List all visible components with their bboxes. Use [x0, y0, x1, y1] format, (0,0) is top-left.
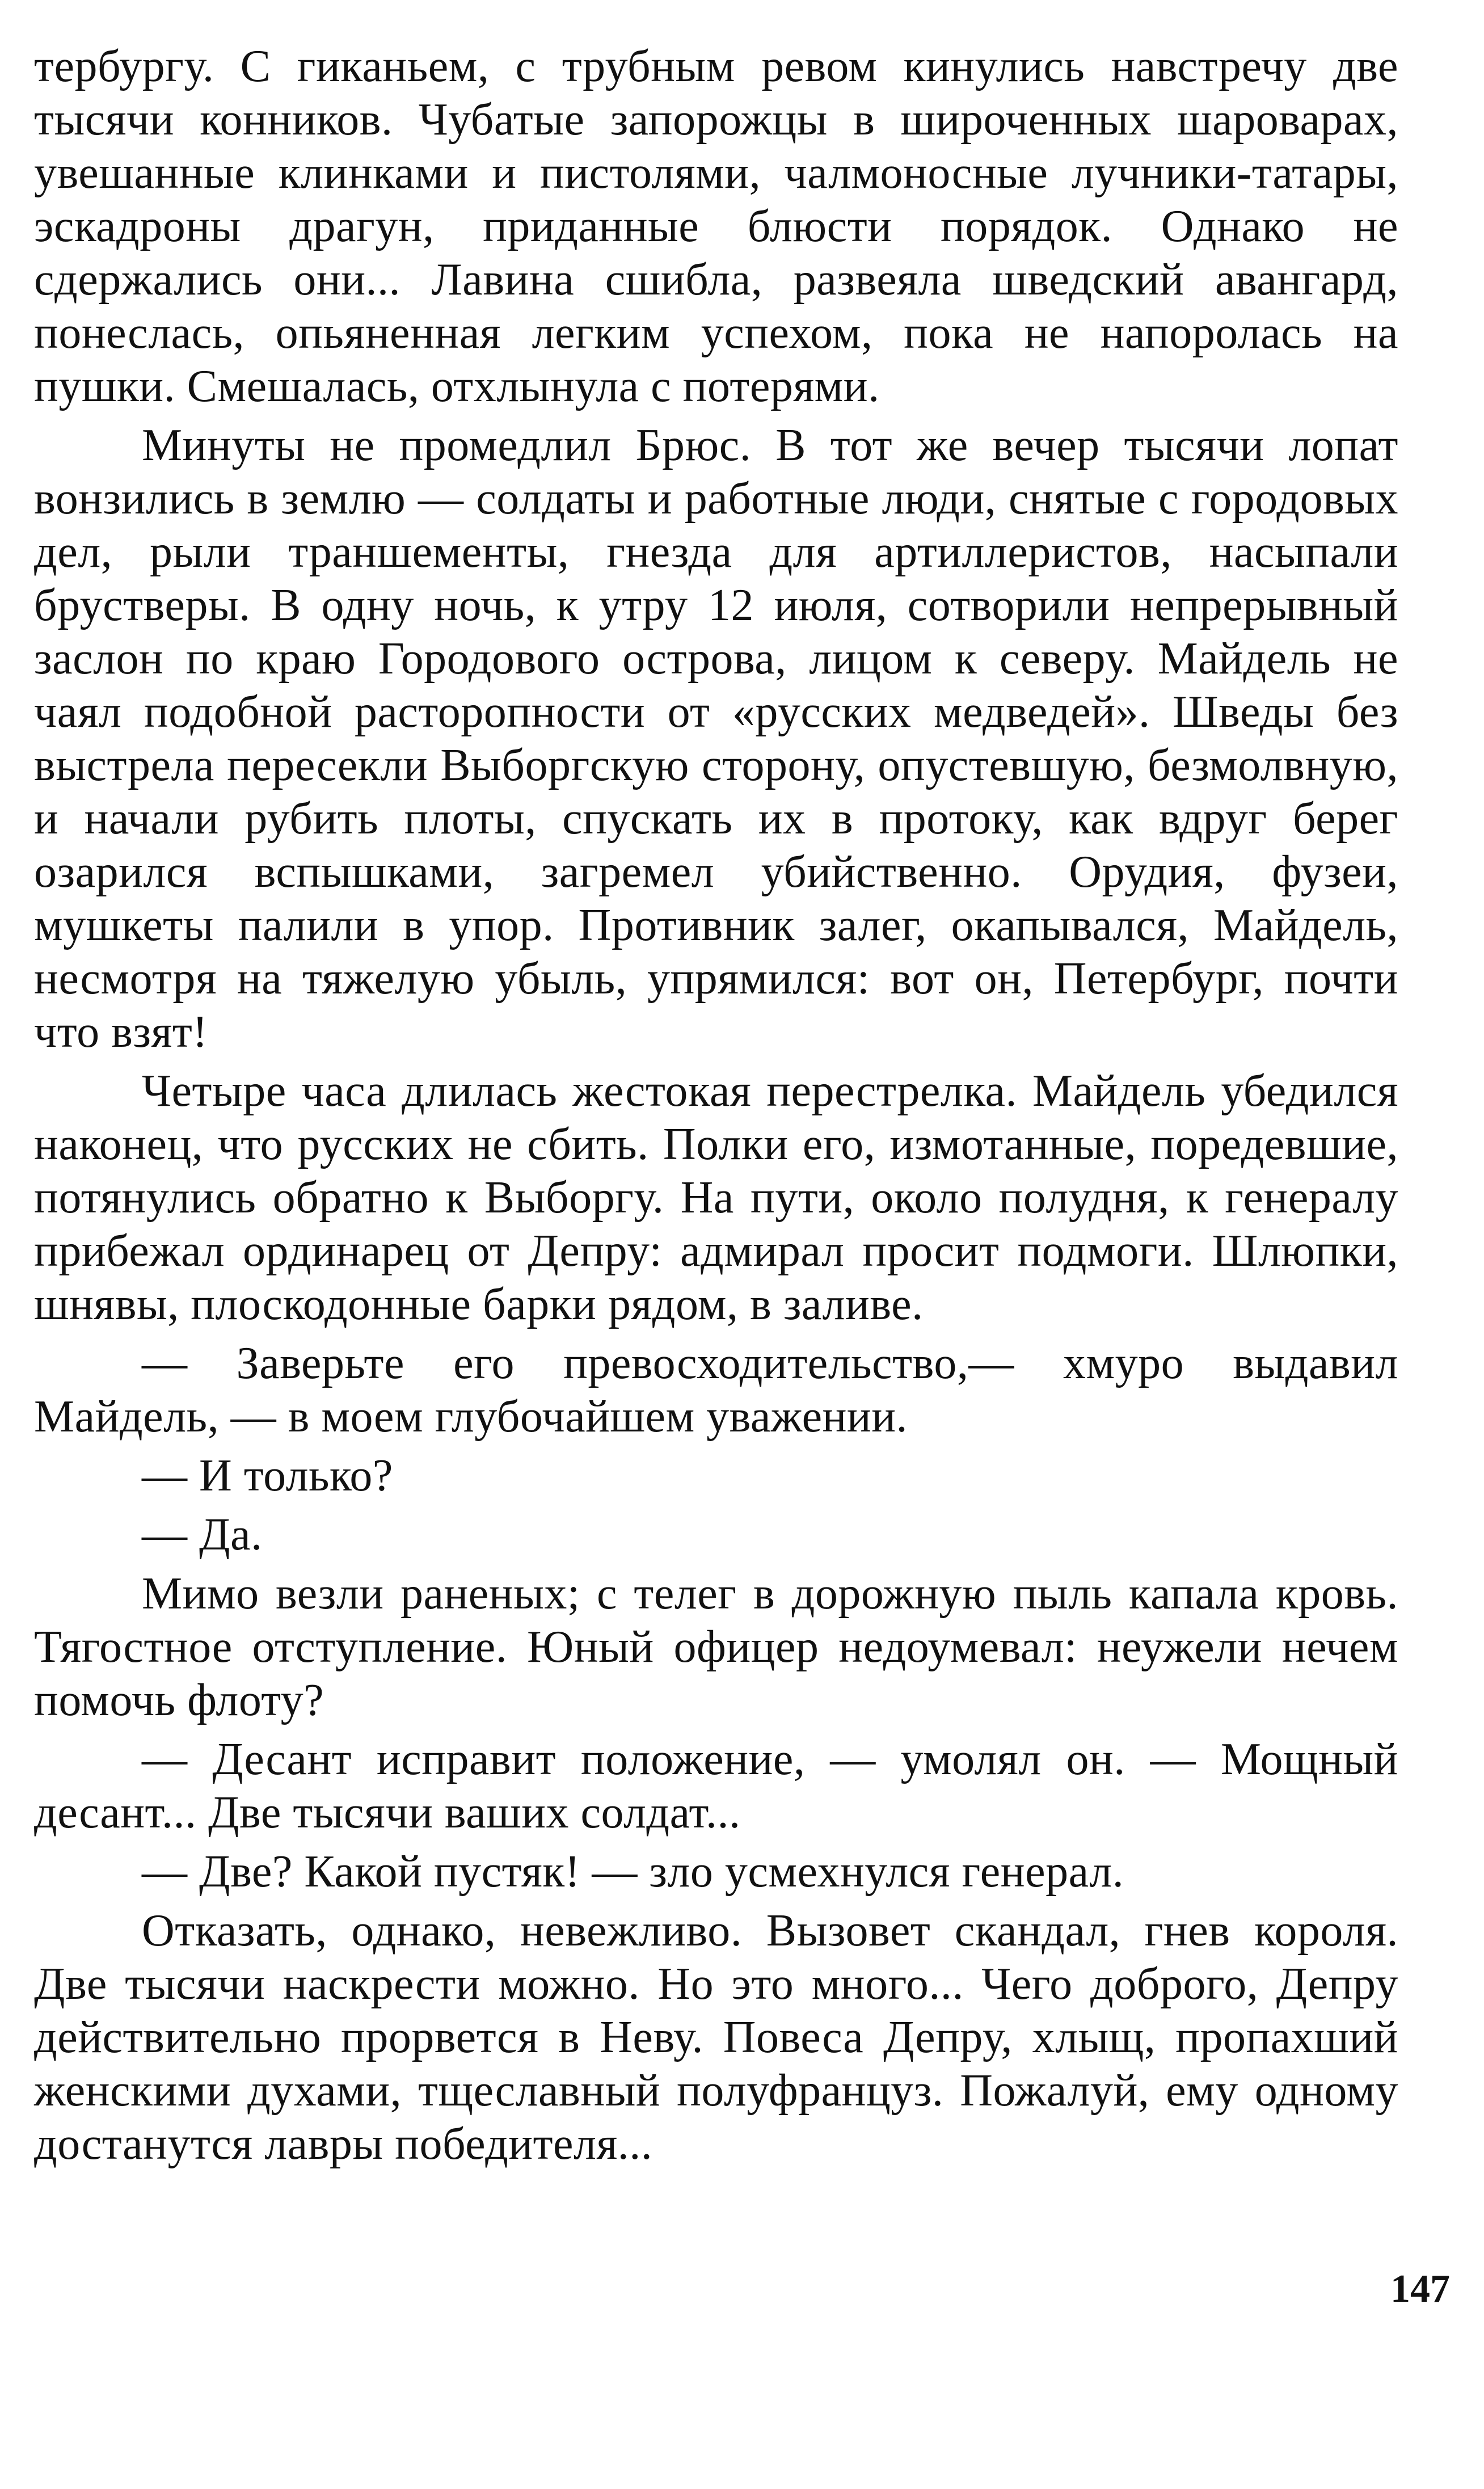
paragraph-5: — И только? [142, 1451, 393, 1501]
paragraph-8: — Десант исправит положение, — умолял он. — Мощный десант... Две тысячи ваших солдат... [34, 1734, 1398, 1838]
paragraph-6: — Да. [142, 1510, 263, 1560]
paragraph-2: Минуты не промедлил Брюс. В тот же вечер тысячи лопат вонзились в землю — солдаты и работные люди, снятые с городовых дел, рыли траншементы, гнезда для артиллеристов, насыпали брустверы. В одну ночь, к утру 12 июля, сотворили непрерывный заслон по краю Городового острова, лицом к северу. Майдель не чаял подобной расторопности от «русских медведей». Шведы без выстрела пересекли Выборгскую сторону, опустевшую, безмолвную, и начали рубить плоты, спускать их в протоку, как вдруг берег озарился вспышками, загремел убийственно. Орудия, фузеи, мушкеты палили в упор. Противник залег, окапывался, Майдель, несмотря на тяжелую убыль, упрямился: вот он, Петербург, почти что взят! [34, 420, 1398, 1057]
paragraph-1: тербургу. С гиканьем, с трубным ревом кинулись навстречу две тысячи конников. Чубатые запорожцы в широченных шароварах, увешанные клинками и пистолями, чалмоносные лучники-татары, эскадроны драгун, приданные блюсти порядок. Однако не сдержались они... Лавина сшибла, развеяла шведский авангард, понеслась, опьяненная легким успехом, пока не напоролась на пушки. Смешалась, отхлынула с потерями. [34, 41, 1398, 411]
page-number: 147 [1390, 2267, 1450, 2311]
paragraph-7: Мимо везли раненых; с телег в дорожную пыль капала кровь. Тягостное отступление. Юный офицер недоумевал: неужели нечем помочь флоту? [34, 1569, 1398, 1725]
paragraph-3: Четыре часа длилась жестокая перестрелка. Майдель убедился наконец, что русских не сбить. Полки его, измотанные, поредевшие, потянулись обратно к Выборгу. На пути, около полудня, к генералу прибежал ординарец от Депру: адмирал просит подмоги. Шлюпки, шнявы, плоскодонные барки рядом, в заливе. [34, 1066, 1398, 1329]
paragraph-10: Отказать, однако, невежливо. Вызовет скандал, гнев короля. Две тысячи наскрести можно. Но это много... Чего доброго, Депру действительно прорвется в Неву. Повеса Депру, хлыщ, пропахший женскими духами, тщеславный полуфранцуз. Пожалуй, ему одному достанутся лавры победителя... [34, 1906, 1398, 2169]
book-page [34, 40, 1398, 2423]
paragraph-9: — Две? Какой пустяк! — зло усмехнулся генерал. [142, 1847, 1124, 1897]
paragraph-4: — Заверьте его превосходительство,— хмуро выдавил Майдель, — в моем глубочайшем уважении. [34, 1338, 1398, 1442]
page-text [34, 40, 1398, 2171]
